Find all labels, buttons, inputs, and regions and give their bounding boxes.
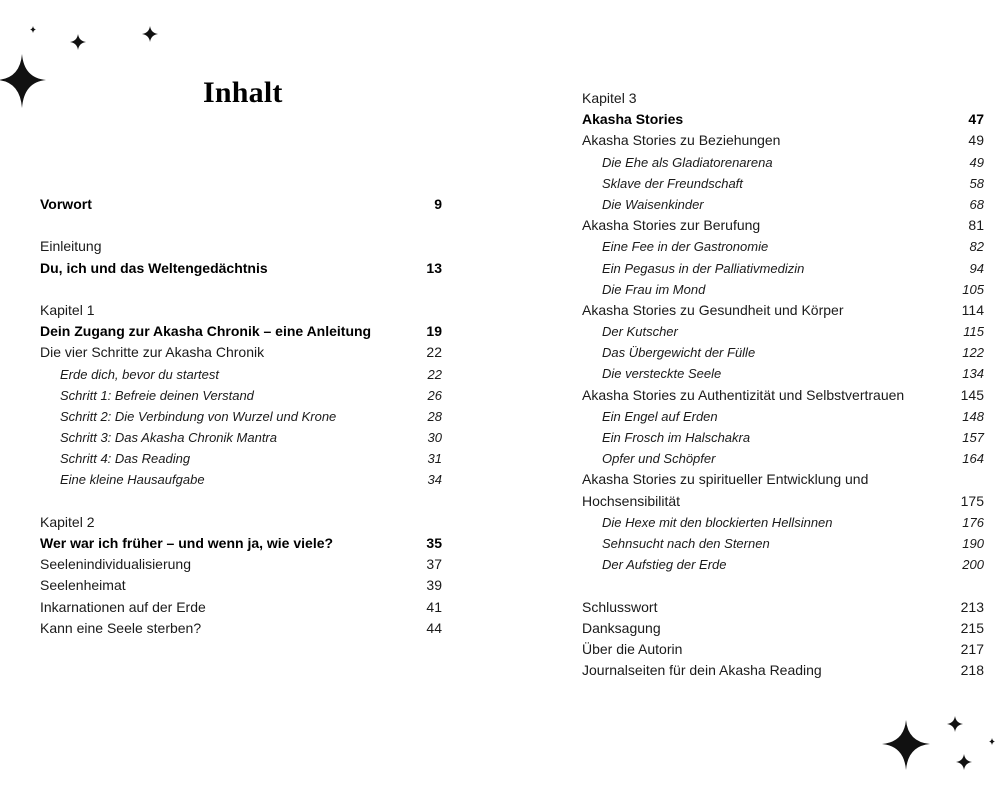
toc-entry[interactable] bbox=[582, 109, 984, 130]
toc-entry-page: 44 bbox=[426, 619, 442, 636]
page-title: Inhalt bbox=[203, 76, 283, 109]
toc-entry[interactable] bbox=[582, 618, 984, 639]
toc-entry-label: Sehnsucht nach den Sternen bbox=[602, 535, 770, 551]
toc-entry[interactable] bbox=[582, 300, 984, 321]
toc-subentry[interactable] bbox=[582, 512, 984, 533]
toc-entry-label: Vorwort bbox=[40, 196, 92, 212]
toc-entry[interactable] bbox=[582, 660, 984, 681]
toc-entry-page: 58 bbox=[969, 175, 984, 191]
sparkle-star-icon bbox=[956, 754, 972, 770]
toc-entry-label: Wer war ich früher – und wenn ja, wie viele? bbox=[40, 535, 334, 551]
toc-entry-label: Akasha Stories bbox=[582, 111, 684, 128]
toc-entry-label: Die Hexe mit den blockierten Hellsinnen bbox=[602, 514, 833, 530]
toc-entry[interactable] bbox=[582, 385, 984, 406]
toc-entry-page: 13 bbox=[426, 259, 442, 276]
toc-entry-page: 213 bbox=[960, 598, 984, 615]
sparkle-star-icon bbox=[142, 26, 158, 42]
toc-entry[interactable] bbox=[582, 130, 984, 151]
toc-entry[interactable] bbox=[582, 215, 984, 236]
toc-entry-page: 105 bbox=[962, 281, 984, 297]
toc-entry-label: Seelenheimat bbox=[40, 577, 126, 594]
toc-subentry[interactable] bbox=[582, 448, 984, 469]
toc-entry[interactable] bbox=[40, 575, 442, 596]
toc-entry-label: Schritt 1: Befreie deinen Verstand bbox=[60, 387, 254, 403]
toc-entry-page: 19 bbox=[426, 323, 442, 340]
toc-entry-page: 145 bbox=[960, 386, 984, 403]
toc-entry-label: Erde dich, bevor du startest bbox=[60, 366, 219, 382]
toc-entry-page: 49 bbox=[968, 132, 984, 149]
toc-subentry[interactable] bbox=[40, 406, 442, 427]
toc-entry-label: Akasha Stories zur Berufung bbox=[582, 217, 761, 234]
toc-entry-label: Schritt 4: Das Reading bbox=[60, 451, 191, 467]
section-heading bbox=[40, 512, 442, 533]
toc-entry-page: 30 bbox=[427, 430, 442, 446]
toc-entry-page: 35 bbox=[426, 535, 442, 551]
toc-entry-page: 47 bbox=[968, 111, 984, 128]
toc-entry-page: 82 bbox=[969, 239, 984, 255]
toc-subentry[interactable] bbox=[582, 427, 984, 448]
toc-entry-label: Die Ehe als Gladiatorenarena bbox=[602, 154, 773, 170]
sparkle-star-icon bbox=[30, 26, 36, 33]
toc-entry[interactable] bbox=[582, 597, 984, 618]
toc-subentry[interactable] bbox=[582, 321, 984, 342]
toc-subentry[interactable] bbox=[582, 363, 984, 384]
toc-entry-label: Schritt 2: Die Verbindung von Wurzel und Krone bbox=[60, 408, 337, 424]
toc-subentry[interactable] bbox=[40, 427, 442, 448]
toc-entry-page: 22 bbox=[426, 344, 442, 361]
toc-entry-label: Kann eine Seele sterben? bbox=[40, 619, 202, 636]
toc-entry-page: 81 bbox=[968, 217, 984, 234]
toc-entry-label: Akasha Stories zu Authentizität und Selbstvertrauen bbox=[582, 386, 905, 403]
toc-entry-wrapped-line[interactable] bbox=[582, 469, 984, 490]
toc-entry-page: 26 bbox=[427, 387, 442, 403]
toc-entry-label: Seelenindividualisierung bbox=[40, 556, 191, 573]
toc-entry-label: Ein Frosch im Halschakra bbox=[602, 430, 751, 445]
section-heading-label: Kapitel 3 bbox=[582, 90, 637, 106]
toc-entry-label: Du, ich und das Weltengedächtnis bbox=[40, 259, 268, 276]
toc-entry-page: 9 bbox=[434, 196, 442, 212]
toc-entry[interactable] bbox=[40, 321, 442, 342]
toc-entry-label: Das Übergewicht der Fülle bbox=[602, 345, 756, 361]
toc-entry[interactable] bbox=[582, 639, 984, 660]
toc-entry-label: Die Frau im Mond bbox=[602, 281, 706, 297]
toc-entry-page: 115 bbox=[963, 324, 984, 340]
toc-entry-label: Ein Engel auf Erden bbox=[602, 408, 718, 424]
toc-entry-page: 190 bbox=[962, 535, 984, 551]
toc-entry[interactable] bbox=[40, 258, 442, 279]
toc-subentry[interactable] bbox=[40, 385, 442, 406]
toc-entry-label: Akasha Stories zu Gesundheit und Körper bbox=[582, 301, 844, 318]
sparkle-star-icon bbox=[947, 716, 963, 732]
toc-entry-page: 217 bbox=[960, 640, 984, 657]
toc-subentry[interactable] bbox=[582, 194, 984, 215]
toc-entry-page: 49 bbox=[969, 154, 984, 170]
toc-entry[interactable] bbox=[40, 618, 442, 639]
section-heading-label: Kapitel 1 bbox=[40, 301, 95, 318]
toc-subentry[interactable] bbox=[40, 448, 442, 469]
section-heading-label: Kapitel 2 bbox=[40, 513, 95, 530]
toc-entry-label: Journalseiten für dein Akasha Reading bbox=[582, 662, 822, 679]
toc-entry-label: Schlusswort bbox=[582, 598, 658, 615]
toc-entry-page: 41 bbox=[426, 598, 442, 615]
toc-entry-label: Die Waisenkinder bbox=[602, 196, 704, 212]
toc-entry-page: 37 bbox=[426, 556, 442, 573]
toc-entry-page: 28 bbox=[427, 408, 442, 424]
toc-entry[interactable] bbox=[40, 597, 442, 618]
toc-entry-page: 148 bbox=[962, 408, 984, 424]
section-heading bbox=[40, 236, 442, 257]
toc-subentry[interactable] bbox=[582, 533, 984, 554]
toc-entry[interactable] bbox=[40, 533, 442, 554]
toc-entry-label: Danksagung bbox=[582, 619, 661, 636]
toc-subentry[interactable] bbox=[582, 258, 984, 279]
toc-entry-page: 22 bbox=[427, 366, 442, 382]
toc-entry-label: Eine kleine Hausaufgabe bbox=[60, 472, 205, 488]
toc-subentry[interactable] bbox=[582, 554, 984, 575]
section-heading-label: Einleitung bbox=[40, 238, 102, 255]
toc-entry-label: Akasha Stories zu spiritueller Entwicklung und bbox=[582, 471, 869, 488]
toc-subentry[interactable] bbox=[582, 152, 984, 173]
toc-left-column bbox=[40, 194, 442, 639]
toc-entry-label: Schritt 3: Das Akasha Chronik Mantra bbox=[60, 430, 277, 446]
toc-entry-page: 134 bbox=[962, 366, 984, 382]
toc-entry-label: Inkarnationen auf der Erde bbox=[40, 598, 206, 615]
sparkle-stars-top-left bbox=[0, 18, 170, 108]
toc-entry-page: 176 bbox=[962, 514, 984, 530]
toc-right-column bbox=[582, 88, 984, 681]
sparkle-star-icon bbox=[0, 54, 46, 108]
toc-entry-page: 122 bbox=[962, 345, 984, 361]
toc-entry-label: Die versteckte Seele bbox=[602, 366, 722, 382]
toc-entry-label: Opfer und Schöpfer bbox=[602, 451, 716, 467]
toc-entry-label: Sklave der Freundschaft bbox=[602, 175, 743, 191]
toc-entry-label: Ein Pegasus in der Palliativmedizin bbox=[602, 260, 805, 276]
toc-entry[interactable] bbox=[40, 194, 442, 215]
toc-entry-label: Über die Autorin bbox=[582, 640, 683, 657]
toc-entry-page: 218 bbox=[960, 662, 984, 679]
toc-entry-page: 34 bbox=[427, 472, 442, 488]
toc-entry-label: Akasha Stories zu Beziehungen bbox=[582, 132, 781, 149]
toc-entry-label: Hochsensibilität bbox=[582, 492, 681, 509]
toc-entry-page: 215 bbox=[960, 619, 984, 636]
toc-subentry[interactable] bbox=[582, 406, 984, 427]
toc-entry-page: 164 bbox=[962, 451, 984, 467]
section-heading bbox=[582, 88, 984, 109]
section-heading bbox=[40, 300, 442, 321]
toc-subentry[interactable] bbox=[40, 364, 442, 385]
toc-entry-page: 31 bbox=[427, 451, 442, 467]
toc-entry[interactable] bbox=[582, 491, 984, 512]
sparkle-star-icon bbox=[882, 720, 930, 770]
toc-entry-page: 68 bbox=[969, 196, 984, 212]
toc-entry-label: Dein Zugang zur Akasha Chronik – eine Anleitung bbox=[40, 323, 372, 340]
sparkle-star-icon bbox=[989, 738, 995, 745]
toc-subentry[interactable] bbox=[582, 236, 984, 257]
toc-entry-label: Eine Fee in der Gastronomie bbox=[602, 239, 769, 255]
toc-entry-label: Die vier Schritte zur Akasha Chronik bbox=[40, 344, 265, 361]
toc-entry-page: 39 bbox=[426, 577, 442, 594]
toc-entry[interactable] bbox=[40, 554, 442, 575]
sparkle-stars-bottom-right bbox=[880, 712, 1000, 792]
toc-subentry[interactable] bbox=[582, 279, 984, 300]
sparkle-star-icon bbox=[70, 34, 86, 50]
toc-subentry[interactable] bbox=[582, 342, 984, 363]
toc-entry-page: 157 bbox=[962, 430, 984, 445]
toc-entry-page: 94 bbox=[969, 260, 984, 276]
toc-subentry[interactable] bbox=[40, 469, 442, 490]
toc-entry-page: 200 bbox=[962, 557, 984, 573]
toc-entry-page: 114 bbox=[961, 301, 984, 318]
toc-entry-label: Der Kutscher bbox=[602, 324, 678, 340]
toc-entry-label: Der Aufstieg der Erde bbox=[602, 557, 727, 573]
toc-entry-page: 175 bbox=[960, 492, 984, 509]
toc-subentry[interactable] bbox=[582, 173, 984, 194]
toc-entry[interactable] bbox=[40, 342, 442, 363]
